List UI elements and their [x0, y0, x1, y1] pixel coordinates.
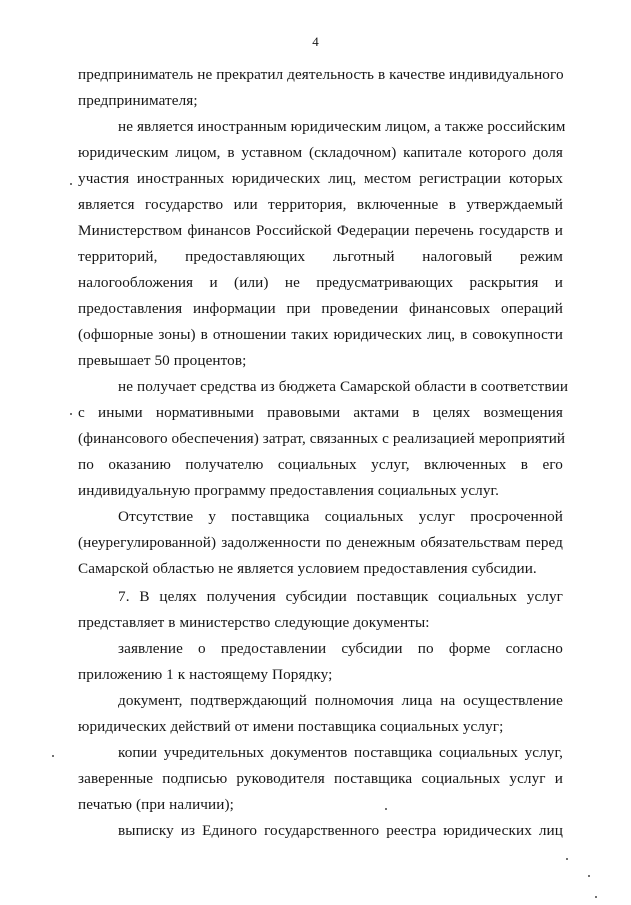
text-line: является государство или территория, включенные в утверждаемый	[78, 196, 563, 213]
text-line: предприниматель не прекратил деятельность в качестве индивидуального	[78, 66, 564, 83]
text-line: налогообложения и (или) не предусматривающих раскрытия и	[78, 274, 563, 291]
text-line: с иными нормативными правовыми актами в целях возмещения	[78, 404, 563, 421]
text-line: печатью (при наличии);	[78, 796, 234, 813]
text-line: индивидуальную программу предоставления социальных услуг.	[78, 482, 500, 499]
text-line: не является иностранным юридическим лицом, а также российским	[118, 118, 566, 135]
text-line: не получает средства из бюджета Самарской области в соответствии	[118, 378, 569, 395]
text-line: выписку из Единого государственного реестра юридических лиц	[118, 822, 563, 839]
page-number: 4	[312, 34, 319, 49]
text-line: участия иностранных юридических лиц, местом регистрации которых	[78, 170, 563, 187]
scan-speck	[52, 755, 54, 757]
text-line: юридических действий от имени поставщика социальных услуг;	[78, 718, 504, 735]
text-line: превышает 50 процентов;	[78, 352, 247, 369]
text-line: копии учредительных документов поставщика социальных услуг,	[118, 744, 563, 761]
text-line: территорий, предоставляющих льготный налоговый режим	[78, 248, 563, 265]
text-line: (офшорные зоны) в отношении таких юридических лиц, в совокупности	[78, 326, 563, 343]
scan-speck	[385, 808, 387, 810]
text-line: юридическим лицом, в уставном (складочном) капитале которого доля	[78, 144, 563, 161]
text-line: приложению 1 к настоящему Порядку;	[78, 666, 333, 683]
scan-speck	[595, 896, 597, 898]
text-line: (финансового обеспечения) затрат, связанных с реализацией мероприятий	[78, 430, 566, 447]
text-line: представляет в министерство следующие документы:	[78, 614, 430, 631]
text-line: 7. В целях получения субсидии поставщик социальных услуг	[118, 588, 563, 605]
scan-speck	[566, 858, 568, 860]
text-line: (неурегулированной) задолженности по денежным обязательствам перед	[78, 534, 563, 551]
text-line: заявление о предоставлении субсидии по форме согласно	[118, 640, 563, 657]
scan-speck	[70, 183, 72, 185]
text-line: Отсутствие у поставщика социальных услуг просроченной	[118, 508, 563, 525]
text-line: предоставления информации при проведении финансовых операций	[78, 300, 563, 317]
text-line: Министерством финансов Российской Федерации перечень государств и	[78, 222, 563, 239]
scan-speck	[70, 413, 72, 415]
text-line: документ, подтверждающий полномочия лица на осуществление	[118, 692, 563, 709]
text-line: заверенные подписью руководителя поставщика социальных услуг и	[78, 770, 563, 787]
text-line: по оказанию получателю социальных услуг, включенных в его	[78, 456, 563, 473]
scan-speck	[588, 875, 590, 877]
text-line: предпринимателя;	[78, 92, 198, 109]
text-line: Самарской областью не является условием предоставления субсидии.	[78, 560, 537, 577]
